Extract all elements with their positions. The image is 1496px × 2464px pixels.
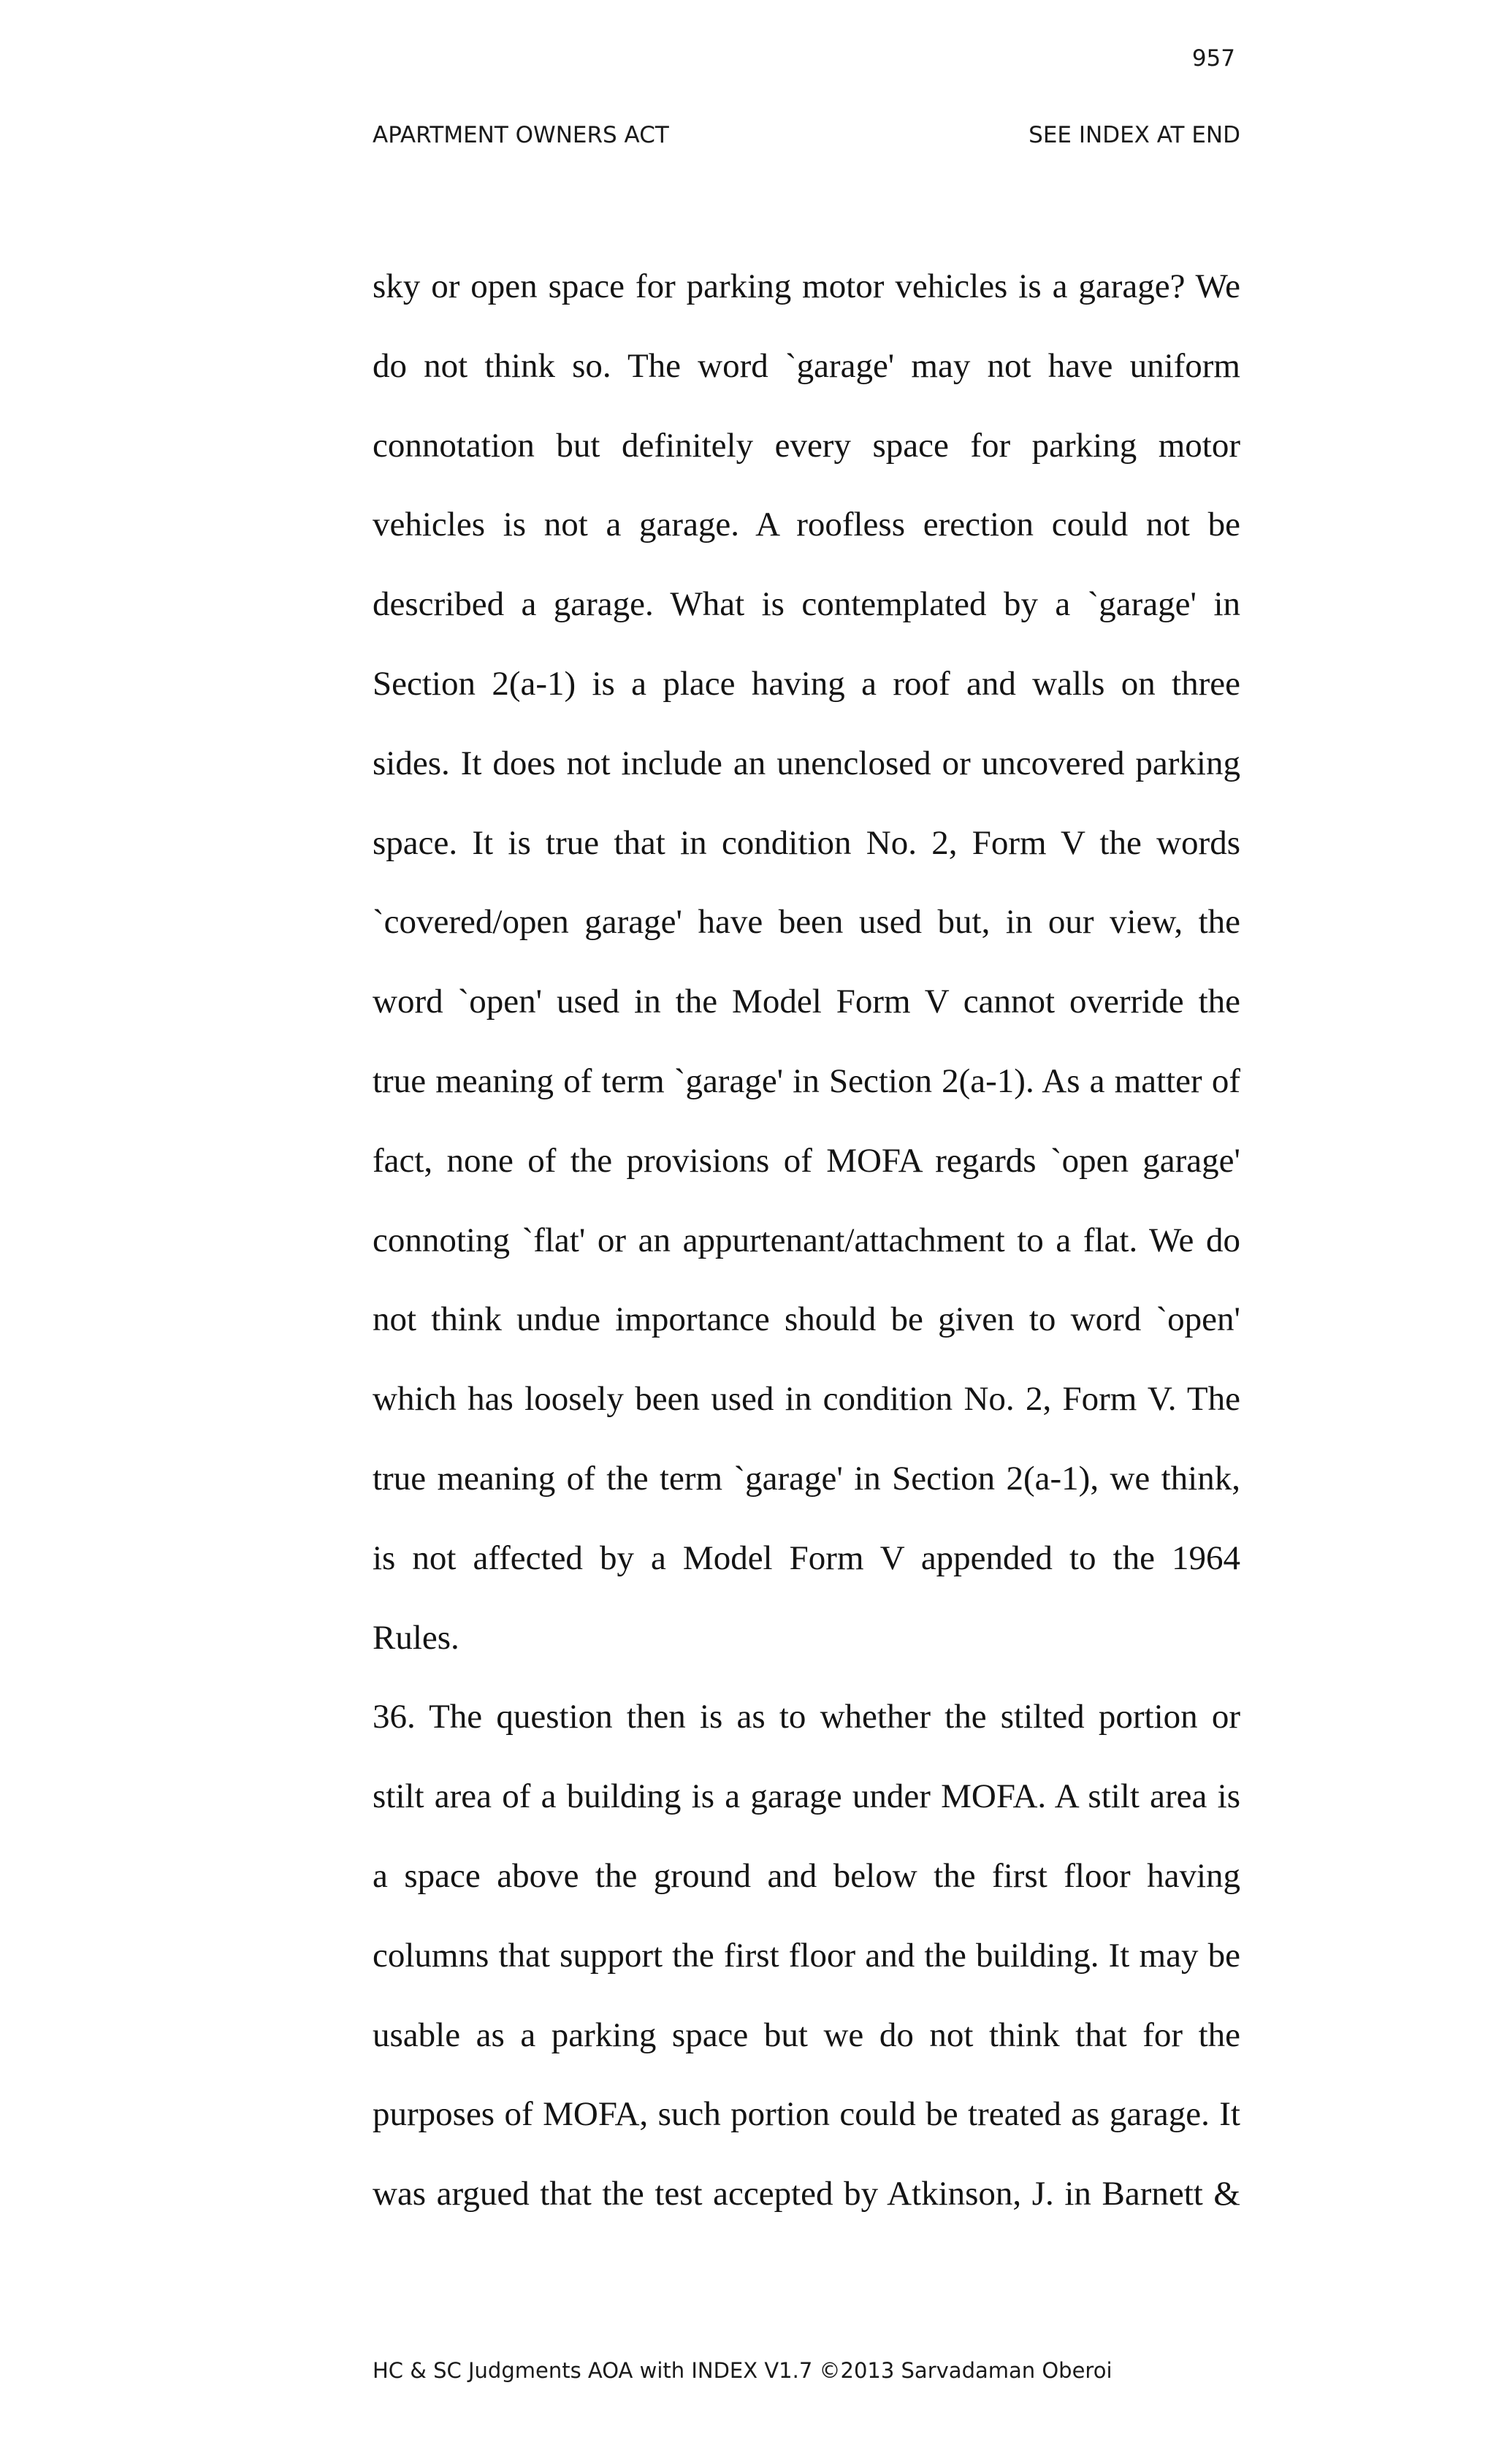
text-line: columns that support the first floor and the building. It may be [373, 1936, 1240, 1975]
footer-copyright: HC & SC Judgments AOA with INDEX V1.7 ©2013 Sarvadaman Oberoi [373, 2358, 1113, 2383]
text-line: vehicles is not a garage. A roofless erection could not be [373, 506, 1240, 544]
text-line: was argued that the test accepted by Atkinson, J. in Barnett & [373, 2175, 1240, 2213]
text-line: is not affected by a Model Form V appended to the 1964 [373, 1538, 1240, 1577]
page-number: 957 [1191, 45, 1235, 72]
text-line: true meaning of the term `garage' in Section 2(a-1), we think, [373, 1459, 1240, 1498]
text-line: fact, none of the provisions of MOFA regards `open garage' [373, 1141, 1240, 1180]
text-line: true meaning of term `garage' in Section 2(a-1). As a matter of [373, 1061, 1240, 1100]
text-line: Section 2(a-1) is a place having a roof and walls on three [373, 664, 1240, 703]
judgment-text [373, 262, 1240, 2249]
text-line: `covered/open garage' have been used but, in our view, the [373, 903, 1240, 942]
text-line: purposes of MOFA, such portion could be treated as garage. It [373, 2095, 1240, 2134]
text-line: Rules. [373, 1618, 459, 1657]
text-line: sky or open space for parking motor vehicles is a garage? We [373, 267, 1240, 305]
header-right-title: SEE INDEX AT END [1028, 122, 1240, 148]
text-line: word `open' used in the Model Form V cannot override the [373, 983, 1240, 1021]
running-header [373, 122, 1240, 148]
header-left-title: APARTMENT OWNERS ACT [373, 122, 669, 148]
text-line: do not think so. The word `garage' may not have uniform [373, 346, 1240, 385]
text-line: sides. It does not include an unenclosed or uncovered parking [373, 744, 1240, 782]
text-line: described a garage. What is contemplated by a `garage' in [373, 585, 1240, 624]
text-line: connoting `flat' or an appurtenant/attachment to a flat. We do [373, 1221, 1240, 1259]
text-line: connotation but definitely every space for parking motor [373, 426, 1240, 465]
text-line: space. It is true that in condition No. 2, Form V the words [373, 823, 1240, 862]
paragraph-36-line: 36. The question then is as to whether the stilted portion or [373, 1698, 1240, 1736]
text-line: a space above the ground and below the first floor having [373, 1856, 1240, 1895]
text-line: not think undue importance should be given to word `open' [373, 1300, 1240, 1339]
text-line: usable as a parking space but we do not think that for the [373, 2015, 1240, 2054]
text-line: stilt area of a building is a garage under MOFA. A stilt area is [373, 1777, 1240, 1816]
text-line: which has loosely been used in condition No. 2, Form V. The [373, 1380, 1240, 1419]
